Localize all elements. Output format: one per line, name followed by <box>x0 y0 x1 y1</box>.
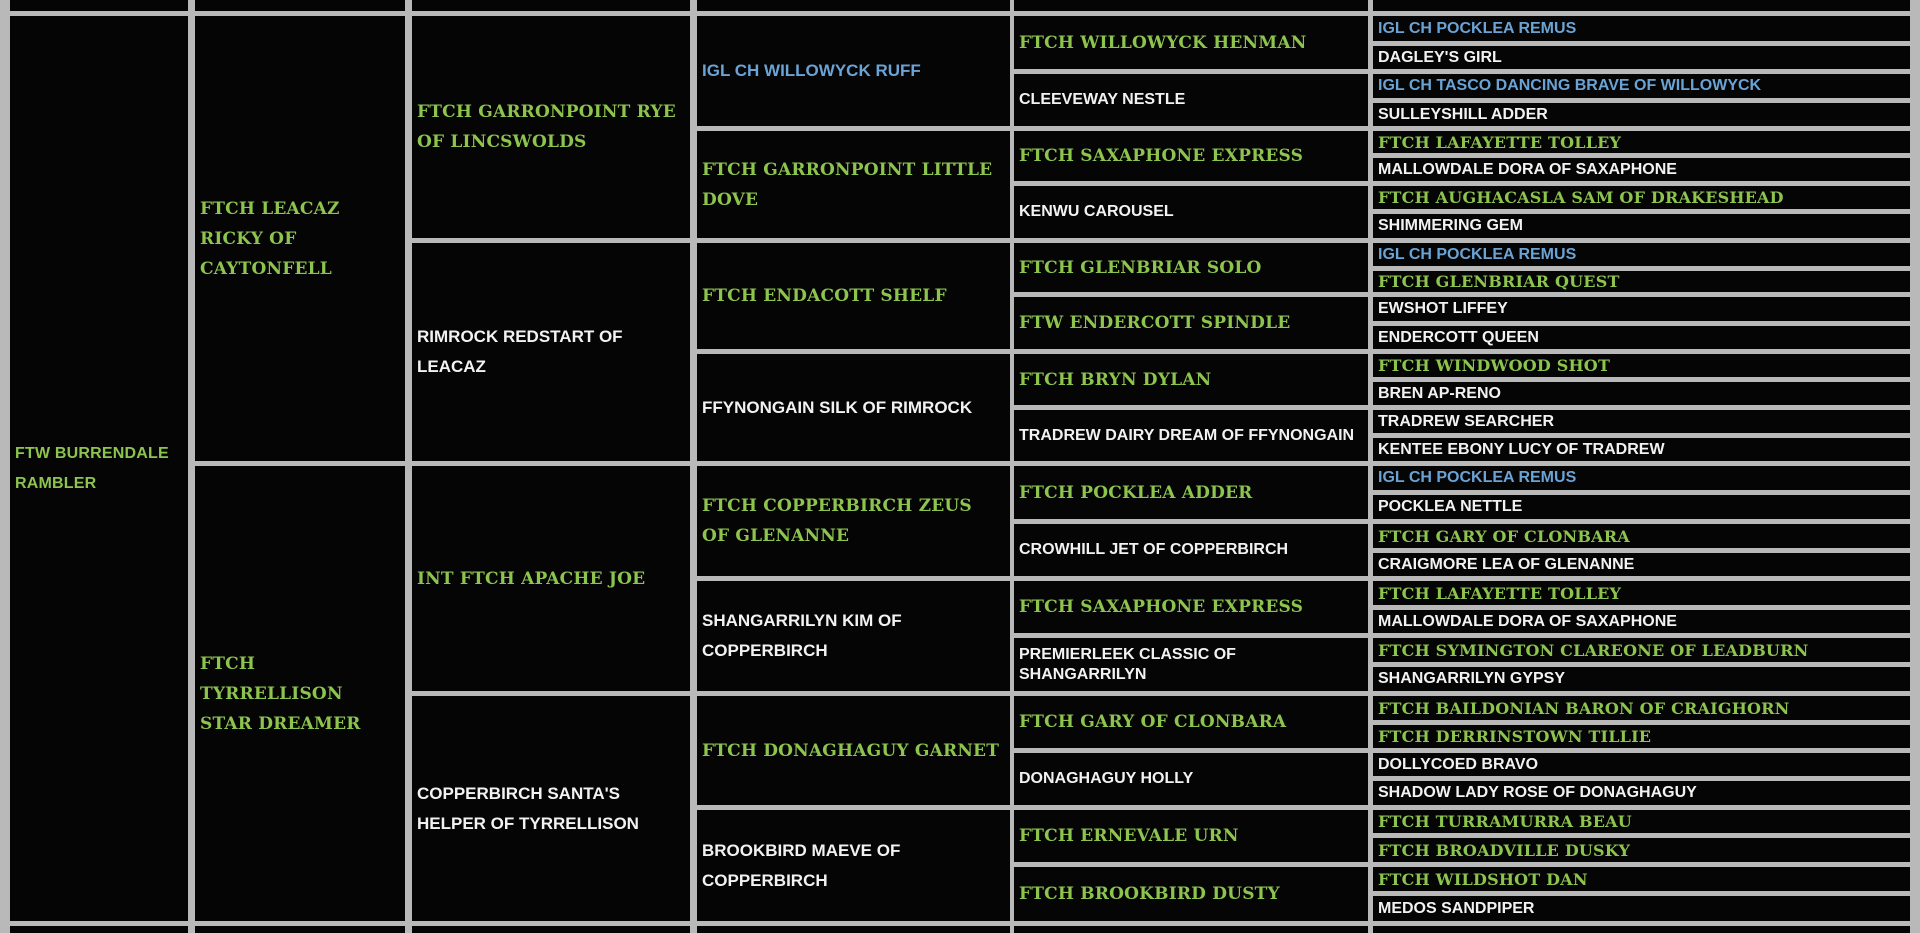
dog-name: RIMROCK REDSTART OF LEACAZ <box>417 327 623 376</box>
pedigree-cell-gen6 <box>1373 495 1910 519</box>
pedigree-cell-gen6 <box>1373 354 1910 377</box>
dog-name: COPPERBIRCH SANTA'S HELPER OF TYRRELLISON <box>417 783 639 833</box>
dog-name: FTCH BROOKBIRD DUSTY <box>1019 884 1280 904</box>
pedigree-cell-gen6 <box>1373 638 1910 662</box>
dog-name: FTCH SAXAPHONE EXPRESS <box>1019 597 1304 617</box>
pedigree-cell-gen4 <box>697 581 1010 691</box>
pedigree-cell-gen6 <box>1373 667 1910 691</box>
dog-name: FTCH WINDWOOD SHOT <box>1378 356 1611 375</box>
dog-name: FTCH ERNEVALE URN <box>1019 826 1239 846</box>
pedigree-cell-gen6 <box>1373 725 1910 748</box>
pedigree-cell-gen5 <box>1014 16 1368 69</box>
pedigree-cell-gen2 <box>195 466 405 921</box>
pedigree-cell-gen6 <box>1373 553 1910 576</box>
dog-name: IGL CH POCKLEA REMUS <box>1378 19 1577 37</box>
pedigree-cell-gen4 <box>697 466 1010 576</box>
dog-name: FTCH GARY OF CLONBARA <box>1019 712 1287 732</box>
dog-name: FTW BURRENDALE RAMBLER <box>15 444 169 492</box>
pedigree-cell-gen6 <box>1373 466 1910 490</box>
dog-name: MALLOWDALE DORA OF SAXAPHONE <box>1378 160 1677 178</box>
pedigree-cell-gen6 <box>1373 158 1910 181</box>
pedigree-cell-gen6 <box>1373 696 1910 720</box>
pedigree-cell-gen6 <box>1373 896 1910 921</box>
pedigree-cell-gen5 <box>1014 867 1368 921</box>
dog-name: FTCH WILLOWYCK HENMAN <box>1019 32 1307 53</box>
pedigree-cell-cut-bottom <box>697 926 1010 933</box>
pedigree-cell-gen6 <box>1373 297 1910 321</box>
dog-name: FTCH DONAGHAGUY GARNET <box>702 740 1000 761</box>
dog-name: FTCH DERRINSTOWN TILLIE <box>1378 727 1652 746</box>
dog-name: FTCH GARRONPOINT RYE OF LINCSWOLDS <box>417 102 676 152</box>
dog-name: FTCH BRYN DYLAN <box>1019 369 1212 390</box>
dog-name: FTCH GARY OF CLONBARA <box>1378 526 1630 546</box>
dog-name: POCKLEA NETTLE <box>1378 498 1523 515</box>
pedigree-cell-gen4 <box>697 131 1010 238</box>
pedigree-cell-gen5 <box>1014 354 1368 405</box>
dog-name: FTCH TYRRELLISON STAR DREAMER <box>200 653 361 734</box>
dog-name: TRADREW DAIRY DREAM OF FFYNONGAIN <box>1019 426 1355 444</box>
pedigree-cell-gen6 <box>1373 581 1910 605</box>
pedigree-cell-cut-top <box>1373 0 1910 11</box>
dog-name: FTCH COPPERBIRCH ZEUS OF GLENANNE <box>702 496 972 546</box>
pedigree-cell-gen6 <box>1373 867 1910 891</box>
pedigree-cell-gen6 <box>1373 46 1910 69</box>
dog-name: BROOKBIRD MAEVE OF COPPERBIRCH <box>702 840 901 890</box>
pedigree-cell-gen1 <box>10 16 188 921</box>
pedigree-cell-cut-bottom <box>10 926 188 933</box>
pedigree-cell-gen5 <box>1014 466 1368 519</box>
dog-name: ENDERCOTT QUEEN <box>1378 328 1539 346</box>
pedigree-cell-cut-bottom <box>412 926 690 933</box>
pedigree-cell-gen4 <box>697 696 1010 805</box>
pedigree-cell-gen6 <box>1373 810 1910 833</box>
dog-name: IGL CH POCKLEA REMUS <box>1378 245 1577 263</box>
dog-name: SHADOW LADY ROSE OF DONAGHAGUY <box>1378 784 1697 801</box>
pedigree-cell-gen6 <box>1373 186 1910 209</box>
dog-name: FTCH GLENBRIAR QUEST <box>1378 272 1620 291</box>
dog-name: IGL CH WILLOWYCK RUFF <box>702 61 921 80</box>
dog-name: FTCH POCKLEA ADDER <box>1019 482 1253 503</box>
dog-name: SULLEYSHILL ADDER <box>1378 105 1548 123</box>
dog-name: IGL CH TASCO DANCING BRAVE OF WILLOWYCK <box>1378 77 1762 94</box>
pedigree-cell-gen6 <box>1373 131 1910 153</box>
dog-name: CRAIGMORE LEA OF GLENANNE <box>1378 555 1635 573</box>
dog-name: FTW ENDERCOTT SPINDLE <box>1019 313 1291 333</box>
pedigree-cell-gen2 <box>195 16 405 461</box>
pedigree-cell-gen6 <box>1373 74 1910 98</box>
pedigree-cell-cut-top <box>195 0 405 11</box>
pedigree-cell-gen6 <box>1373 16 1910 41</box>
pedigree-cell-gen5 <box>1014 410 1368 461</box>
pedigree-cell-gen5 <box>1014 810 1368 862</box>
pedigree-cell-cut-bottom <box>195 926 405 933</box>
pedigree-cell-gen6 <box>1373 753 1910 776</box>
dog-name: DONAGHAGUY HOLLY <box>1019 770 1194 787</box>
pedigree-cell-gen5 <box>1014 243 1368 292</box>
pedigree-cell-gen6 <box>1373 838 1910 862</box>
pedigree-cell-gen5 <box>1014 74 1368 126</box>
pedigree-cell-gen5 <box>1014 524 1368 576</box>
dog-name: MALLOWDALE DORA OF SAXAPHONE <box>1378 612 1677 630</box>
dog-name: FTCH BROADVILLE DUSKY <box>1378 840 1631 860</box>
pedigree-cell-gen5 <box>1014 581 1368 633</box>
pedigree-cell-gen3 <box>412 466 690 691</box>
pedigree-cell-gen6 <box>1373 271 1910 292</box>
pedigree-cell-gen3 <box>412 16 690 238</box>
dog-name: IGL CH POCKLEA REMUS <box>1378 469 1577 486</box>
dog-name: BREN AP-RENO <box>1378 384 1501 402</box>
dog-name: SHANGARRILYN KIM OF COPPERBIRCH <box>702 611 902 660</box>
dog-name: FTCH SYMINGTON CLAREONE OF LEADBURN <box>1378 640 1809 660</box>
dog-name: DAGLEY'S GIRL <box>1378 48 1502 66</box>
dog-name: CLEEVEWAY NESTLE <box>1019 91 1186 108</box>
dog-name: TRADREW SEARCHER <box>1378 412 1554 430</box>
dog-name: FTCH BAILDONIAN BARON OF CRAIGHORN <box>1378 698 1790 718</box>
dog-name: INT FTCH APACHE JOE <box>417 568 646 589</box>
dog-name: FFYNONGAIN SILK OF RIMROCK <box>702 397 973 417</box>
pedigree-cell-gen5 <box>1014 186 1368 238</box>
pedigree-cell-gen5 <box>1014 131 1368 181</box>
pedigree-cell-gen5 <box>1014 753 1368 805</box>
pedigree-cell-gen6 <box>1373 610 1910 633</box>
dog-name: FTCH AUGHACASLA SAM OF DRAKESHEAD <box>1378 188 1784 207</box>
dog-name: FTCH LEACAZ RICKY OF CAYTONFELL <box>200 198 340 279</box>
dog-name: FTCH SAXAPHONE EXPRESS <box>1019 146 1304 166</box>
pedigree-cell-gen3 <box>412 696 690 921</box>
dog-name: FTCH GARRONPOINT LITTLE DOVE <box>702 159 993 210</box>
dog-name: PREMIERLEEK CLASSIC OF SHANGARRILYN <box>1019 645 1236 683</box>
pedigree-cell-cut-top <box>1014 0 1368 11</box>
pedigree-cell-gen6 <box>1373 410 1910 433</box>
dog-name: SHIMMERING GEM <box>1378 217 1523 234</box>
dog-name: DOLLYCOED BRAVO <box>1378 755 1539 773</box>
dog-name: KENTEE EBONY LUCY OF TRADREW <box>1378 440 1665 458</box>
dog-name: SHANGARRILYN GYPSY <box>1378 670 1565 687</box>
pedigree-cell-cut-bottom <box>1014 926 1368 933</box>
dog-name: KENWU CAROUSEL <box>1019 203 1174 220</box>
dog-name: FTCH ENDACOTT SHELF <box>702 286 947 306</box>
pedigree-cell-gen5 <box>1014 696 1368 748</box>
pedigree-cell-gen5 <box>1014 638 1368 691</box>
pedigree-cell-gen6 <box>1373 781 1910 805</box>
pedigree-cell-gen6 <box>1373 103 1910 126</box>
dog-name: FTCH TURRAMURRA BEAU <box>1378 812 1632 831</box>
pedigree-cell-cut-top <box>412 0 690 11</box>
dog-name: CROWHILL JET OF COPPERBIRCH <box>1019 541 1289 558</box>
pedigree-cell-gen4 <box>697 16 1010 126</box>
pedigree-cell-gen6 <box>1373 243 1910 266</box>
pedigree-cell-gen6 <box>1373 438 1910 461</box>
pedigree-cell-cut-bottom <box>1373 926 1910 933</box>
pedigree-cell-gen6 <box>1373 214 1910 238</box>
pedigree-cell-gen6 <box>1373 524 1910 548</box>
pedigree-cell-gen4 <box>697 810 1010 921</box>
dog-name: EWSHOT LIFFEY <box>1378 300 1508 317</box>
dog-name: FTCH LAFAYETTE TOLLEY <box>1378 132 1622 152</box>
dog-name: FTCH LAFAYETTE TOLLEY <box>1378 583 1622 603</box>
dog-name: FTCH WILDSHOT DAN <box>1378 869 1588 889</box>
pedigree-cell-gen6 <box>1373 326 1910 349</box>
pedigree-cell-gen5 <box>1014 297 1368 349</box>
pedigree-cell-cut-top <box>697 0 1010 11</box>
dog-name: FTCH GLENBRIAR SOLO <box>1019 257 1262 278</box>
pedigree-cell-cut-top <box>10 0 188 11</box>
pedigree-cell-gen4 <box>697 243 1010 349</box>
pedigree-cell-gen3 <box>412 243 690 461</box>
pedigree-cell-gen4 <box>697 354 1010 461</box>
pedigree-cell-gen6 <box>1373 382 1910 405</box>
dog-name: MEDOS SANDPIPER <box>1378 899 1535 917</box>
